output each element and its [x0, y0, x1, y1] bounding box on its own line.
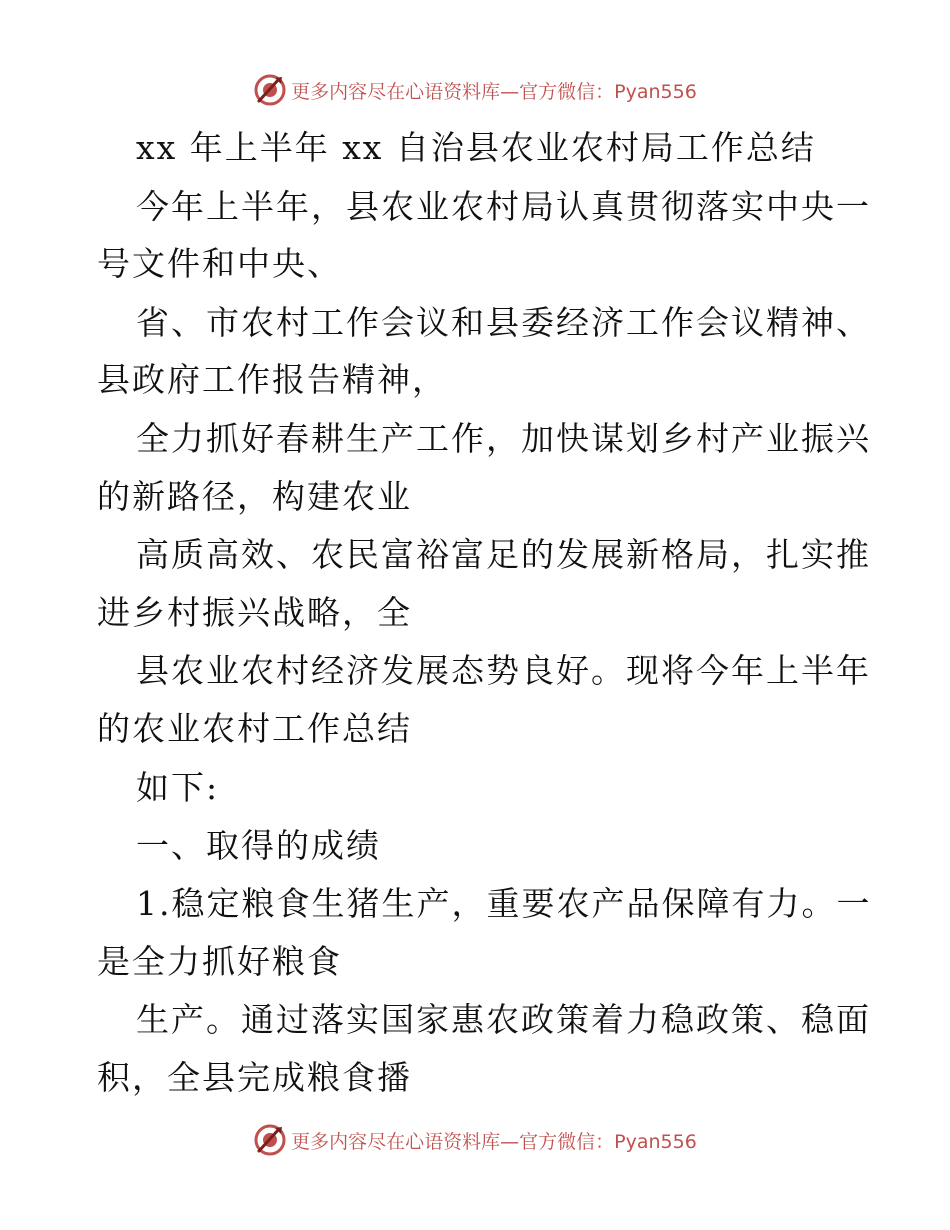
paragraph-line: 高质高效、农民富裕富足的发展新格局，扎实推: [136, 535, 871, 574]
paragraph-line: 省、市农村工作会议和县委经济工作会议精神、: [136, 303, 871, 342]
paragraph-line: 进乡村振兴战略，全: [97, 593, 412, 632]
footer-watermark: [0, 1120, 950, 1160]
watermark-text: 更多内容尽在心语资料库—官方微信：Pyan556: [291, 80, 697, 103]
paragraph-line: 生产。通过落实国家惠农政策着力稳政策、稳面: [136, 1000, 871, 1039]
brand-logo-icon: [253, 1123, 287, 1157]
paragraph-line: 是全力抓好粮食: [97, 942, 342, 981]
paragraph-line: 县农业农村经济发展态势良好。现将今年上半年: [136, 651, 871, 690]
paragraph-line: 全力抓好春耕生产工作，加快谋划乡村产业振兴: [136, 419, 871, 458]
subsection-heading: 1.稳定粮食生猪生产，重要农产品保障有力。一: [136, 884, 872, 923]
paragraph-line: 的新路径，构建农业: [97, 477, 412, 516]
paragraph-line: 如下:: [136, 768, 220, 807]
section-heading: 一、取得的成绩: [136, 826, 381, 865]
header-watermark: [0, 70, 950, 110]
watermark-text: 更多内容尽在心语资料库—官方微信：Pyan556: [291, 1130, 697, 1153]
paragraph-line: 的农业农村工作总结: [97, 709, 412, 748]
document-title: xx 年上半年 xx 自治县农业农村局工作总结: [136, 128, 816, 167]
brand-logo-icon: [253, 73, 287, 107]
paragraph-line: 号文件和中央、: [97, 244, 342, 283]
paragraph-line: 县政府工作报告精神，: [97, 360, 447, 399]
paragraph-line: 积，全县完成粮食播: [97, 1058, 412, 1097]
paragraph-line: 今年上半年，县农业农村局认真贯彻落实中央一: [136, 187, 871, 226]
